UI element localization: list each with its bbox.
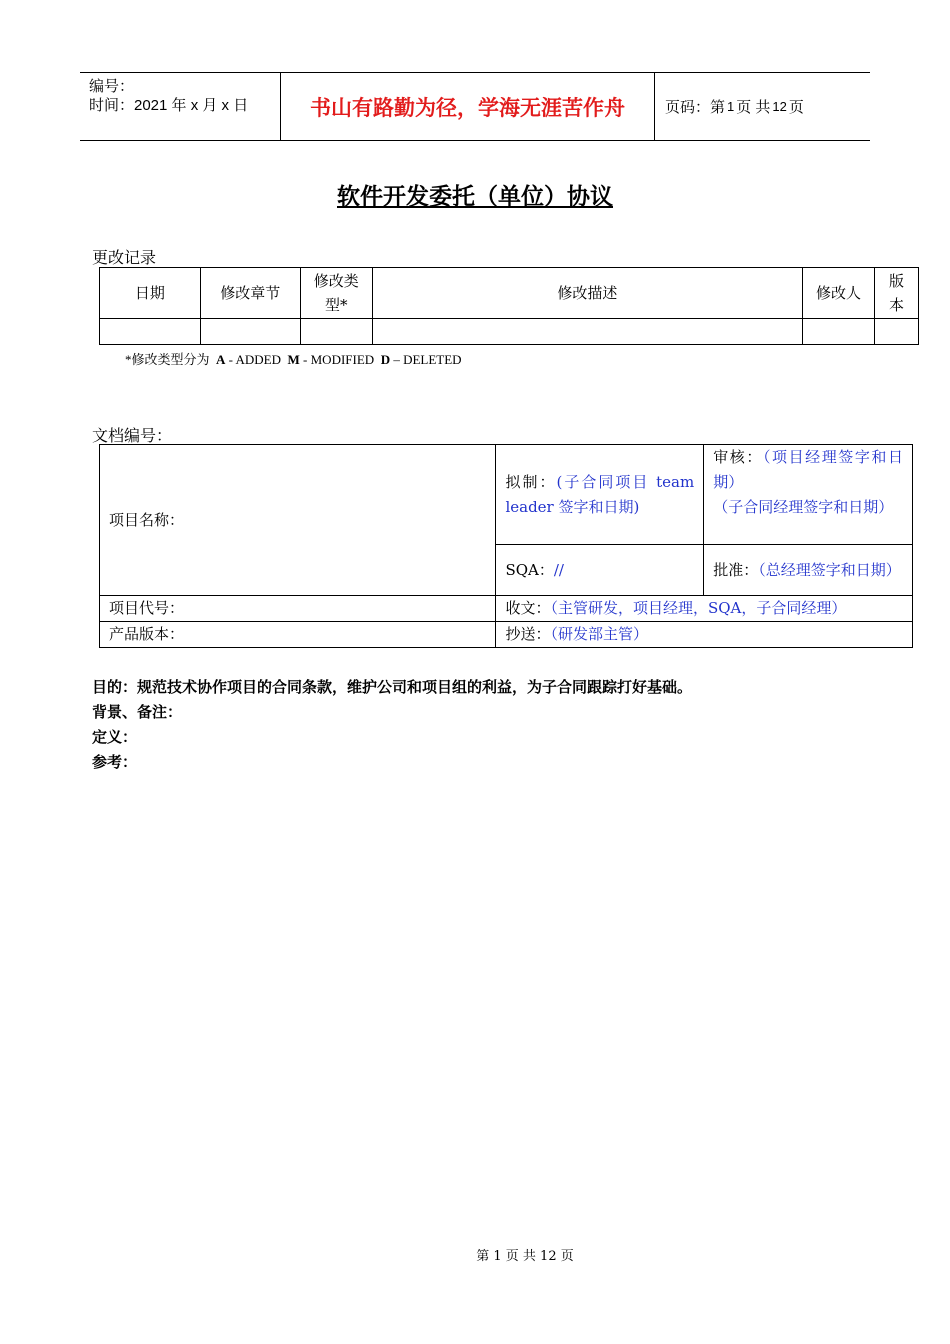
header-description: 修改描述 [372,268,802,319]
table-row [100,319,919,345]
project-name-cell: 项目名称： [100,445,496,596]
header-type: 修改类型* [300,268,372,319]
header-date: 日期 [100,268,201,319]
draft-cell: 拟制：(子合同项目 team leader 签字和日期) [496,445,704,545]
project-code-cell: 项目代号： [100,596,496,622]
page-number: 1 [727,99,735,114]
purpose-line: 目的：规范技术协作项目的合同条款，维护公司和项目组的利益，为子合同跟踪打好基础。 [92,678,693,696]
recipient-cell: 收文：（主管研发，项目经理，SQA，子合同经理） [496,596,913,622]
change-log-table [99,267,919,345]
page-total: 12 [772,99,787,114]
page-footer: 第 1 页 共 12 页 [476,1249,574,1264]
header-motto: 书山有路勤为径，学海无涯苦作舟 [281,73,655,140]
table-header-row [100,268,919,319]
sqa-cell: SQA：// [496,545,704,596]
header-modifier: 修改人 [803,268,875,319]
change-type-note: *修改类型分为 A - ADDED M - MODIFIED D – DELETED [125,352,462,367]
header-meta [80,73,281,140]
header-version: 版本 [874,268,918,319]
time-label: 时间：2021 年 x 月 x 日 [89,97,249,114]
definition-line: 定义： [92,728,138,746]
doc-number-label: 文档编号： [92,426,173,445]
document-title: 软件开发委托（单位）协议 [337,184,613,210]
approve-cell: 批准：（总经理签字和日期） [704,545,913,596]
doc-info-table [99,444,913,648]
product-version-cell: 产品版本： [100,622,496,648]
header-page-info: 页码：第 1 页 共 12 页 [665,99,804,116]
reference-line: 参考： [92,753,138,771]
change-log-label: 更改记录 [92,248,157,267]
header-section: 修改章节 [200,268,300,319]
review-cell: 审核：（项目经理签字和日期） （子合同经理签字和日期） [704,445,913,545]
cc-cell: 抄送：（研发部主管） [496,622,913,648]
page-header [80,72,870,141]
background-line: 背景、备注： [92,703,183,721]
serial-label: 编号： [89,78,135,95]
